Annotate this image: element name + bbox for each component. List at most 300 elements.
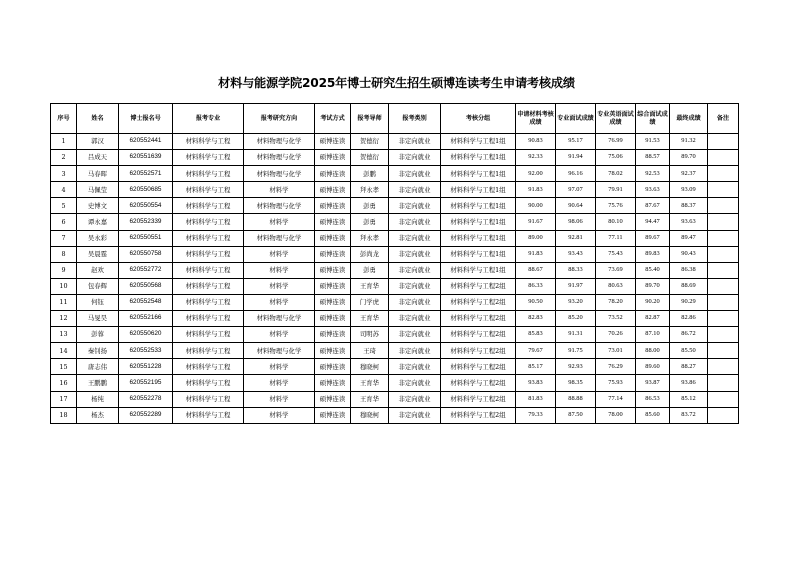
table-row (51, 134, 739, 150)
cell-exam-id: 620552441 (119, 134, 173, 150)
table-row (51, 343, 739, 359)
cell-major: 材料科学与工程 (173, 311, 244, 327)
cell-major: 材料科学与工程 (173, 375, 244, 391)
cell-major: 材料科学与工程 (173, 182, 244, 198)
cell-group: 材料科学与工程2组 (441, 311, 516, 327)
cell-advisor: 门学虎 (351, 294, 389, 310)
cell-category: 非定向就业 (389, 359, 441, 375)
cell-overall-interview: 86.53 (636, 391, 670, 407)
cell-english-score: 75.43 (596, 246, 636, 262)
cell-name: 吕成天 (77, 150, 119, 166)
cell-exam-mode: 硕博连读 (315, 278, 351, 294)
cell-english-score: 79.91 (596, 182, 636, 198)
cell-english-score: 75.93 (596, 375, 636, 391)
cell-overall-interview: 89.60 (636, 359, 670, 375)
table-row (51, 391, 739, 407)
cell-remark (708, 230, 739, 246)
cell-index: 15 (51, 359, 77, 375)
cell-final-score: 89.70 (670, 150, 708, 166)
cell-name: 谭永嘉 (77, 214, 119, 230)
cell-exam-id: 620550551 (119, 230, 173, 246)
cell-group: 材料科学与工程1组 (441, 150, 516, 166)
cell-remark (708, 294, 739, 310)
cell-direction: 材料学 (244, 214, 315, 230)
cell-name: 秦钊扬 (77, 343, 119, 359)
cell-direction: 材料学 (244, 182, 315, 198)
cell-major: 材料科学与工程 (173, 198, 244, 214)
cell-advisor: 彭勇 (351, 262, 389, 278)
cell-advisor: 王育华 (351, 278, 389, 294)
cell-overall-interview: 92.53 (636, 166, 670, 182)
cell-remark (708, 182, 739, 198)
cell-major: 材料科学与工程 (173, 294, 244, 310)
cell-overall-interview: 85.40 (636, 262, 670, 278)
cell-major: 材料科学与工程 (173, 343, 244, 359)
cell-interview-score: 98.35 (556, 375, 596, 391)
cell-index: 13 (51, 327, 77, 343)
table-row (51, 198, 739, 214)
cell-exam-id: 620550620 (119, 327, 173, 343)
cell-final-score: 90.29 (670, 294, 708, 310)
header-cell: 报考研究方向 (244, 104, 315, 134)
cell-final-score: 82.86 (670, 311, 708, 327)
cell-name: 王鹏鹏 (77, 375, 119, 391)
cell-direction: 材料学 (244, 294, 315, 310)
cell-exam-id: 620552548 (119, 294, 173, 310)
cell-name: 何钰 (77, 294, 119, 310)
cell-category: 非定向就业 (389, 391, 441, 407)
cell-materials-score: 93.83 (516, 375, 556, 391)
cell-index: 14 (51, 343, 77, 359)
cell-exam-id: 620552772 (119, 262, 173, 278)
cell-materials-score: 82.83 (516, 311, 556, 327)
cell-name: 杨杰 (77, 407, 119, 423)
cell-group: 材料科学与工程2组 (441, 278, 516, 294)
cell-final-score: 89.47 (670, 230, 708, 246)
cell-category: 非定向就业 (389, 166, 441, 182)
cell-advisor: 王育华 (351, 375, 389, 391)
cell-direction: 材料物理与化学 (244, 198, 315, 214)
cell-overall-interview: 93.87 (636, 375, 670, 391)
header-cell: 申请材料考核成绩 (516, 104, 556, 134)
cell-major: 材料科学与工程 (173, 246, 244, 262)
cell-materials-score: 85.17 (516, 359, 556, 375)
cell-remark (708, 262, 739, 278)
cell-interview-score: 93.43 (556, 246, 596, 262)
cell-name: 郭汉 (77, 134, 119, 150)
table-row (51, 375, 739, 391)
cell-final-score: 86.38 (670, 262, 708, 278)
header-cell: 专业面试成绩 (556, 104, 596, 134)
cell-remark (708, 278, 739, 294)
cell-exam-mode: 硕博连读 (315, 134, 351, 150)
cell-english-score: 78.02 (596, 166, 636, 182)
cell-exam-id: 620552289 (119, 407, 173, 423)
table-row (51, 166, 739, 182)
cell-final-score: 88.37 (670, 198, 708, 214)
cell-advisor: 拜永孝 (351, 182, 389, 198)
table-row (51, 230, 739, 246)
cell-category: 非定向就业 (389, 150, 441, 166)
cell-index: 7 (51, 230, 77, 246)
header-cell: 报考专业 (173, 104, 244, 134)
cell-interview-score: 88.33 (556, 262, 596, 278)
cell-final-score: 83.72 (670, 407, 708, 423)
cell-group: 材料科学与工程2组 (441, 294, 516, 310)
cell-final-score: 88.27 (670, 359, 708, 375)
cell-exam-id: 620552533 (119, 343, 173, 359)
cell-english-score: 78.20 (596, 294, 636, 310)
cell-final-score: 85.12 (670, 391, 708, 407)
cell-english-score: 75.76 (596, 198, 636, 214)
cell-exam-id: 620552571 (119, 166, 173, 182)
cell-exam-mode: 硕博连读 (315, 150, 351, 166)
cell-remark (708, 407, 739, 423)
cell-overall-interview: 89.83 (636, 246, 670, 262)
table-row (51, 150, 739, 166)
cell-category: 非定向就业 (389, 214, 441, 230)
cell-direction: 材料学 (244, 246, 315, 262)
cell-group: 材料科学与工程2组 (441, 375, 516, 391)
table-body (51, 134, 739, 424)
cell-advisor: 王琦 (351, 343, 389, 359)
cell-overall-interview: 87.67 (636, 198, 670, 214)
cell-major: 材料科学与工程 (173, 262, 244, 278)
cell-interview-score: 91.31 (556, 327, 596, 343)
cell-category: 非定向就业 (389, 294, 441, 310)
cell-materials-score: 79.33 (516, 407, 556, 423)
cell-direction: 材料学 (244, 278, 315, 294)
cell-exam-mode: 硕博连读 (315, 375, 351, 391)
cell-name: 吴永彩 (77, 230, 119, 246)
table-row (51, 214, 739, 230)
cell-category: 非定向就业 (389, 375, 441, 391)
cell-interview-score: 97.07 (556, 182, 596, 198)
cell-remark (708, 246, 739, 262)
header-cell: 备注 (708, 104, 739, 134)
cell-interview-score: 91.97 (556, 278, 596, 294)
cell-english-score: 75.06 (596, 150, 636, 166)
cell-remark (708, 150, 739, 166)
cell-overall-interview: 89.67 (636, 230, 670, 246)
cell-index: 18 (51, 407, 77, 423)
cell-interview-score: 95.17 (556, 134, 596, 150)
cell-advisor: 彭勇 (351, 198, 389, 214)
cell-index: 10 (51, 278, 77, 294)
cell-remark (708, 327, 739, 343)
cell-interview-score: 96.16 (556, 166, 596, 182)
cell-interview-score: 92.81 (556, 230, 596, 246)
cell-group: 材料科学与工程1组 (441, 134, 516, 150)
cell-materials-score: 91.83 (516, 246, 556, 262)
cell-category: 非定向就业 (389, 407, 441, 423)
cell-materials-score: 85.83 (516, 327, 556, 343)
cell-exam-mode: 硕博连读 (315, 246, 351, 262)
cell-index: 8 (51, 246, 77, 262)
table-row (51, 246, 739, 262)
cell-final-score: 93.86 (670, 375, 708, 391)
cell-major: 材料科学与工程 (173, 391, 244, 407)
cell-remark (708, 166, 739, 182)
cell-materials-score: 89.00 (516, 230, 556, 246)
cell-category: 非定向就业 (389, 246, 441, 262)
header-cell: 姓名 (77, 104, 119, 134)
table-row (51, 182, 739, 198)
cell-final-score: 90.43 (670, 246, 708, 262)
cell-major: 材料科学与工程 (173, 230, 244, 246)
cell-direction: 材料物理与化学 (244, 230, 315, 246)
cell-major: 材料科学与工程 (173, 327, 244, 343)
cell-exam-mode: 硕博连读 (315, 230, 351, 246)
cell-category: 非定向就业 (389, 262, 441, 278)
cell-english-score: 77.11 (596, 230, 636, 246)
cell-direction: 材料物理与化学 (244, 134, 315, 150)
cell-materials-score: 90.50 (516, 294, 556, 310)
cell-exam-mode: 硕博连读 (315, 407, 351, 423)
cell-remark (708, 375, 739, 391)
table-row (51, 262, 739, 278)
cell-direction: 材料物理与化学 (244, 150, 315, 166)
cell-exam-id: 620552278 (119, 391, 173, 407)
header-cell: 博士报名号 (119, 104, 173, 134)
cell-group: 材料科学与工程1组 (441, 166, 516, 182)
cell-materials-score: 90.00 (516, 198, 556, 214)
cell-name: 吴晨霆 (77, 246, 119, 262)
cell-remark (708, 359, 739, 375)
cell-exam-id: 620550554 (119, 198, 173, 214)
cell-english-score: 80.63 (596, 278, 636, 294)
cell-exam-id: 620550685 (119, 182, 173, 198)
cell-exam-mode: 硕博连读 (315, 327, 351, 343)
cell-index: 5 (51, 198, 77, 214)
cell-name: 马春晖 (77, 166, 119, 182)
cell-category: 非定向就业 (389, 230, 441, 246)
cell-english-score: 80.10 (596, 214, 636, 230)
cell-remark (708, 343, 739, 359)
cell-exam-mode: 硕博连读 (315, 166, 351, 182)
cell-category: 非定向就业 (389, 134, 441, 150)
cell-remark (708, 214, 739, 230)
cell-interview-score: 85.20 (556, 311, 596, 327)
cell-materials-score: 81.83 (516, 391, 556, 407)
cell-group: 材料科学与工程1组 (441, 246, 516, 262)
cell-group: 材料科学与工程1组 (441, 182, 516, 198)
cell-exam-id: 620552339 (119, 214, 173, 230)
cell-group: 材料科学与工程2组 (441, 343, 516, 359)
cell-advisor: 拜永孝 (351, 230, 389, 246)
page-title: 材料与能源学院2025年博士研究生招生硕博连读考生申请考核成绩 (218, 76, 575, 90)
cell-major: 材料科学与工程 (173, 134, 244, 150)
cell-final-score: 91.32 (670, 134, 708, 150)
cell-exam-mode: 硕博连读 (315, 294, 351, 310)
cell-final-score: 93.63 (670, 214, 708, 230)
cell-materials-score: 90.83 (516, 134, 556, 150)
cell-overall-interview: 87.10 (636, 327, 670, 343)
cell-index: 3 (51, 166, 77, 182)
cell-name: 唐志伟 (77, 359, 119, 375)
cell-overall-interview: 88.00 (636, 343, 670, 359)
cell-major: 材料科学与工程 (173, 407, 244, 423)
table-row (51, 407, 739, 423)
table-row (51, 359, 739, 375)
cell-category: 非定向就业 (389, 343, 441, 359)
cell-category: 非定向就业 (389, 198, 441, 214)
cell-major: 材料科学与工程 (173, 214, 244, 230)
cell-direction: 材料学 (244, 359, 315, 375)
cell-group: 材料科学与工程2组 (441, 359, 516, 375)
cell-english-score: 78.00 (596, 407, 636, 423)
cell-exam-mode: 硕博连读 (315, 182, 351, 198)
cell-name: 杨纯 (77, 391, 119, 407)
header-cell: 报考导师 (351, 104, 389, 134)
cell-final-score: 86.72 (670, 327, 708, 343)
score-table (50, 103, 739, 424)
cell-exam-id: 620552195 (119, 375, 173, 391)
cell-index: 12 (51, 311, 77, 327)
cell-exam-mode: 硕博连读 (315, 214, 351, 230)
cell-exam-mode: 硕博连读 (315, 311, 351, 327)
header-cell: 专业英语面试成绩 (596, 104, 636, 134)
header-cell: 考试方式 (315, 104, 351, 134)
cell-direction: 材料学 (244, 407, 315, 423)
cell-remark (708, 311, 739, 327)
cell-category: 非定向就业 (389, 311, 441, 327)
cell-index: 1 (51, 134, 77, 150)
table-row (51, 327, 739, 343)
table-row (51, 311, 739, 327)
table-row (51, 294, 739, 310)
cell-materials-score: 92.33 (516, 150, 556, 166)
cell-interview-score: 88.88 (556, 391, 596, 407)
cell-materials-score: 91.67 (516, 214, 556, 230)
cell-major: 材料科学与工程 (173, 150, 244, 166)
cell-name: 马旻昊 (77, 311, 119, 327)
cell-overall-interview: 91.53 (636, 134, 670, 150)
cell-english-score: 73.01 (596, 343, 636, 359)
cell-major: 材料科学与工程 (173, 359, 244, 375)
cell-advisor: 王育华 (351, 311, 389, 327)
cell-exam-id: 620550568 (119, 278, 173, 294)
cell-direction: 材料学 (244, 262, 315, 278)
cell-exam-mode: 硕博连读 (315, 343, 351, 359)
cell-exam-id: 620551639 (119, 150, 173, 166)
cell-remark (708, 198, 739, 214)
cell-final-score: 92.37 (670, 166, 708, 182)
cell-english-score: 76.99 (596, 134, 636, 150)
cell-group: 材料科学与工程2组 (441, 391, 516, 407)
cell-index: 9 (51, 262, 77, 278)
cell-final-score: 93.09 (670, 182, 708, 198)
cell-advisor: 穆晓柯 (351, 407, 389, 423)
cell-exam-mode: 硕博连读 (315, 391, 351, 407)
cell-advisor: 司明苏 (351, 327, 389, 343)
cell-final-score: 85.50 (670, 343, 708, 359)
cell-major: 材料科学与工程 (173, 166, 244, 182)
cell-index: 11 (51, 294, 77, 310)
cell-direction: 材料物理与化学 (244, 311, 315, 327)
cell-category: 非定向就业 (389, 327, 441, 343)
cell-remark (708, 391, 739, 407)
cell-exam-id: 620550758 (119, 246, 173, 262)
cell-english-score: 73.69 (596, 262, 636, 278)
cell-materials-score: 91.83 (516, 182, 556, 198)
cell-exam-mode: 硕博连读 (315, 359, 351, 375)
cell-direction: 材料物理与化学 (244, 166, 315, 182)
cell-advisor: 贺德衍 (351, 150, 389, 166)
cell-name: 赵欢 (77, 262, 119, 278)
cell-index: 17 (51, 391, 77, 407)
cell-advisor: 贺德衍 (351, 134, 389, 150)
cell-group: 材料科学与工程2组 (441, 407, 516, 423)
cell-group: 材料科学与工程1组 (441, 198, 516, 214)
cell-direction: 材料学 (244, 375, 315, 391)
cell-overall-interview: 90.20 (636, 294, 670, 310)
cell-overall-interview: 88.57 (636, 150, 670, 166)
cell-advisor: 彭鹏 (351, 166, 389, 182)
cell-group: 材料科学与工程1组 (441, 262, 516, 278)
cell-overall-interview: 85.60 (636, 407, 670, 423)
cell-name: 包春辉 (77, 278, 119, 294)
cell-name: 彭蓉 (77, 327, 119, 343)
cell-materials-score: 92.00 (516, 166, 556, 182)
cell-index: 4 (51, 182, 77, 198)
cell-group: 材料科学与工程1组 (441, 214, 516, 230)
table-row (51, 278, 739, 294)
cell-name: 史博文 (77, 198, 119, 214)
cell-advisor: 穆晓柯 (351, 359, 389, 375)
cell-interview-score: 93.20 (556, 294, 596, 310)
header-cell: 最终成绩 (670, 104, 708, 134)
header-cell: 报考类别 (389, 104, 441, 134)
cell-advisor: 彭尚龙 (351, 246, 389, 262)
header-cell: 综合面试成绩 (636, 104, 670, 134)
cell-english-score: 76.29 (596, 359, 636, 375)
cell-interview-score: 87.50 (556, 407, 596, 423)
cell-group: 材料科学与工程2组 (441, 327, 516, 343)
cell-interview-score: 92.93 (556, 359, 596, 375)
cell-index: 6 (51, 214, 77, 230)
cell-category: 非定向就业 (389, 182, 441, 198)
cell-materials-score: 88.67 (516, 262, 556, 278)
cell-exam-mode: 硕博连读 (315, 262, 351, 278)
header-cell: 考核分组 (441, 104, 516, 134)
cell-exam-mode: 硕博连读 (315, 198, 351, 214)
cell-direction: 材料物理与化学 (244, 343, 315, 359)
cell-advisor: 彭勇 (351, 214, 389, 230)
cell-materials-score: 86.33 (516, 278, 556, 294)
cell-final-score: 88.69 (670, 278, 708, 294)
cell-english-score: 70.26 (596, 327, 636, 343)
header-cell: 序号 (51, 104, 77, 134)
cell-major: 材料科学与工程 (173, 278, 244, 294)
cell-overall-interview: 94.47 (636, 214, 670, 230)
cell-index: 2 (51, 150, 77, 166)
cell-english-score: 73.52 (596, 311, 636, 327)
cell-group: 材料科学与工程1组 (441, 230, 516, 246)
cell-overall-interview: 93.63 (636, 182, 670, 198)
cell-index: 16 (51, 375, 77, 391)
cell-overall-interview: 89.70 (636, 278, 670, 294)
cell-exam-id: 620552166 (119, 311, 173, 327)
cell-interview-score: 90.64 (556, 198, 596, 214)
header-row (51, 104, 739, 134)
cell-category: 非定向就业 (389, 278, 441, 294)
cell-english-score: 77.14 (596, 391, 636, 407)
cell-name: 马佩莹 (77, 182, 119, 198)
cell-direction: 材料学 (244, 327, 315, 343)
cell-remark (708, 134, 739, 150)
cell-interview-score: 91.94 (556, 150, 596, 166)
